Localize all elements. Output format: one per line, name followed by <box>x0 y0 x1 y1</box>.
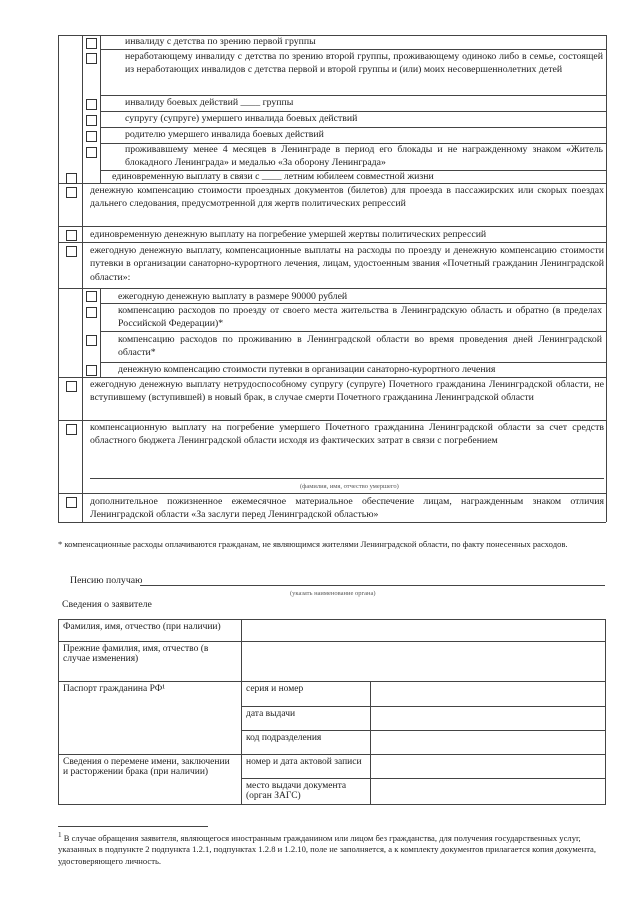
checkbox[interactable] <box>66 424 77 435</box>
footnote-1-mark: 1 <box>58 831 62 839</box>
issue-place-field[interactable] <box>371 779 606 805</box>
option-text: неработающему инвалиду с детства по зрению второй группы, проживающему одиноко либо в семье, состоящей из неработающих инвалидов с детства первой и второй группы и (или) моих несовершеннолетних детей <box>125 51 603 76</box>
option-text: ежегодную денежную выплату, компенсационные выплаты на расходы по проезду и денежную компенсацию стоимости путевки в организации санаторно-курортного лечения, лицам, удостоенным звания «Почетный гражданин Ленинградской области»: <box>90 245 604 283</box>
pension-label: Пенсию получаю <box>70 575 143 586</box>
checkbox[interactable] <box>86 115 97 126</box>
fio-field[interactable] <box>242 620 606 642</box>
applicant-heading: Сведения о заявителе <box>62 599 152 610</box>
dept-code-label: код подразделения <box>242 731 371 755</box>
passport-label: Паспорт гражданина РФ¹ <box>59 682 242 755</box>
checkbox[interactable] <box>66 230 77 241</box>
option-text: денежную компенсацию стоимости проездных документов (билетов) для проезда в пассажирских или скорых поездах дальнего следования, предусмотренной для жертв политических репрессий <box>90 185 604 210</box>
fio-caption: (фамилия, имя, отчество умершего) <box>300 483 399 490</box>
option-text: компенсацию расходов по проживанию в Ленинградской области во время проведения дней Ленинградской области* <box>118 334 602 359</box>
prev-fio-field[interactable] <box>242 642 606 682</box>
option-text: ежегодную денежную выплату нетрудоспособному супругу (супруге) Почетного гражданина Ленинградской области, не вступившему (вступившей) в новый брак, в случае смерти Почетного гражданина Ленинградской области <box>90 379 604 404</box>
fio-label: Фамилия, имя, отчество (при наличии) <box>59 620 242 642</box>
signature-line <box>90 478 604 479</box>
issue-date-label: дата выдачи <box>242 707 371 731</box>
checkbox[interactable] <box>66 381 77 392</box>
option-text: родителю умершего инвалида боевых действий <box>125 129 324 140</box>
checkbox[interactable] <box>86 365 97 376</box>
checkbox[interactable] <box>86 335 97 346</box>
checkbox[interactable] <box>86 53 97 64</box>
checkbox[interactable] <box>86 38 97 49</box>
checkbox[interactable] <box>66 246 77 257</box>
checkbox[interactable] <box>86 99 97 110</box>
option-text: дополнительное пожизненное ежемесячное материальное обеспечение лицам, награжденным знаком отличия Ленинградской области «За заслуги перед Ленинградской областью» <box>90 496 604 521</box>
option-text: инвалиду с детства по зрению первой группы <box>125 36 316 47</box>
act-record-label: номер и дата актовой записи <box>242 755 371 779</box>
option-text: единовременную выплату в связи с ____ летним юбилеем совместной жизни <box>112 171 434 182</box>
pension-input-line[interactable] <box>140 585 605 586</box>
issue-date-field[interactable] <box>371 707 606 731</box>
dept-code-field[interactable] <box>371 731 606 755</box>
checkbox[interactable] <box>66 187 77 198</box>
series-label: серия и номер <box>242 682 371 707</box>
applicant-table <box>58 619 606 805</box>
footnote-1 <box>58 830 606 867</box>
checkbox[interactable] <box>86 307 97 318</box>
option-text: единовременную денежную выплату на погребение умершей жертвы политических репрессий <box>90 229 487 240</box>
checkbox[interactable] <box>86 291 97 302</box>
footnote-1-text: В случае обращения заявителя, являющегося иностранным гражданином или лицом без гражданства, для получения государственных услуг, указанных в подпункте 2 подпункта 1.2.1, подпунктах 1.2.8 и 1.2.10, поле не заполняется, а к комплекту документов прилагается копия документа, удостоверяющего личность. <box>58 832 597 866</box>
series-field[interactable] <box>371 682 606 707</box>
frame-bottom <box>58 522 606 523</box>
frame-col2 <box>100 35 101 183</box>
frame-left <box>58 35 59 522</box>
act-record-field[interactable] <box>371 755 606 779</box>
checkbox[interactable] <box>66 173 77 184</box>
option-text: ежегодную денежную выплату в размере 90000 рублей <box>118 291 348 302</box>
name-change-label: Сведения о перемене имени, заключении и расторжении брака (при наличии) <box>59 755 242 805</box>
option-text: инвалиду боевых действий ____ группы <box>125 97 294 108</box>
issue-place-label: место выдачи документа (орган ЗАГС) <box>242 779 371 805</box>
option-text: проживавшему менее 4 месяцев в Ленинграде в период его блокады и не награжденному знаком «Житель блокадного Ленинграда» и медалью «За оборону Ленинграда» <box>125 144 603 169</box>
pension-caption: (указать наименование органа) <box>290 590 376 597</box>
option-text: компенсацию расходов по проезду от своего места жительства в Ленинградскую область и обратно (в пределах Российской Федерации)* <box>118 305 602 330</box>
option-text: компенсационную выплату на погребение умершего Почетного гражданина Ленинградской области за счет средств областного бюджета Ленинградской области исходя из фактических затрат в связи с погребением <box>90 422 604 447</box>
option-text: денежную компенсацию стоимости путевки в организации санаторно-курортного лечения <box>118 364 496 375</box>
checkbox[interactable] <box>86 131 97 142</box>
checkbox[interactable] <box>66 497 77 508</box>
frame-col1 <box>82 35 83 522</box>
prev-fio-label: Прежние фамилия, имя, отчество (в случае изменения) <box>59 642 242 682</box>
checkbox[interactable] <box>86 147 97 158</box>
footnote-rule <box>58 826 208 827</box>
footnote-star: * компенсационные расходы оплачиваются гражданам, не являющимся жителями Ленинградской области, по факту понесенных расходов. <box>58 539 568 549</box>
frame-right <box>606 35 607 522</box>
option-text: супругу (супруге) умершего инвалида боевых действий <box>125 113 358 124</box>
